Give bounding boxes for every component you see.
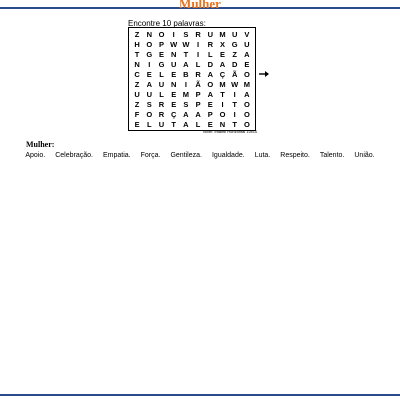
grid-cell: U <box>231 29 238 39</box>
word-search-grid <box>128 27 256 131</box>
grid-cell: N <box>219 119 226 129</box>
grid-cell: I <box>197 49 200 59</box>
word-list <box>20 152 380 159</box>
grid-cell: S <box>146 99 152 109</box>
word-list-item: Igualdade. <box>211 152 245 159</box>
grid-cell: L <box>146 119 152 129</box>
grid-cell: M <box>219 29 226 39</box>
grid-cell: E <box>219 49 225 59</box>
grid-cell: F <box>134 109 140 119</box>
grid-cell: A <box>183 59 189 69</box>
word-list-item: Empatia. <box>102 152 131 159</box>
grid-cell: R <box>195 29 201 39</box>
grid-cell: H <box>134 39 140 49</box>
grid-cell: U <box>170 59 177 69</box>
grid-cell: W <box>182 39 190 49</box>
grid-cell: O <box>219 109 226 119</box>
grid-cell: T <box>232 119 237 129</box>
grid-cell: L <box>159 89 164 99</box>
grid-cell: V <box>244 29 250 39</box>
grid-cell: I <box>197 39 200 49</box>
grid-cell: G <box>231 39 238 49</box>
grid-cell: O <box>243 119 250 129</box>
grid-cell: N <box>170 49 177 59</box>
grid-cell: Z <box>134 79 140 89</box>
grid-cell: U <box>134 89 140 99</box>
grid-cell: A <box>244 49 250 59</box>
grid-cell: L <box>207 49 213 59</box>
grid-cell: D <box>207 59 213 69</box>
grid-cell: E <box>158 49 164 59</box>
grid-cell: R <box>207 39 213 49</box>
grid-cell: O <box>146 39 153 49</box>
grid-cell: U <box>158 79 165 89</box>
grid-cell: Ã <box>231 69 238 79</box>
grid-cell: O <box>243 69 250 79</box>
grid-cell: N <box>170 79 177 89</box>
grid-cell: T <box>183 49 189 59</box>
grid-cell: U <box>158 119 165 129</box>
grid-cell: D <box>231 59 238 69</box>
grid-cell: P <box>207 109 213 119</box>
grid-cell: Ç <box>219 69 226 79</box>
grid-cell: I <box>233 109 236 119</box>
grid-cell: L <box>195 59 201 69</box>
word-list-item: Luta. <box>254 152 271 159</box>
word-list-item: Talento. <box>319 152 345 159</box>
grid-cell: Z <box>134 29 140 39</box>
word-list-item: União. <box>354 152 375 159</box>
grid-cell: R <box>195 69 201 79</box>
grid-cell: O <box>158 29 165 39</box>
word-list-item: Respeito. <box>280 152 310 159</box>
grid-cell: E <box>171 69 177 79</box>
grid-cell: P <box>195 99 201 109</box>
grid-cell: C <box>134 69 140 79</box>
page-title: Mulher <box>179 0 221 11</box>
grid-cell: O <box>146 109 153 119</box>
grid-cell: R <box>158 109 165 119</box>
grid-cell: E <box>171 89 177 99</box>
grid-cell: O <box>243 109 250 119</box>
grid-cell: U <box>146 89 152 99</box>
grid-cell: M <box>243 79 251 89</box>
grid-cell: M <box>182 89 190 99</box>
word-list-item: Apoio. <box>25 152 46 159</box>
grid-cell: I <box>233 89 236 99</box>
word-list-item: Gentileza. <box>170 152 202 159</box>
grid-cell: S <box>183 99 189 109</box>
grid-cell: U <box>207 29 213 39</box>
grid-cell: A <box>146 79 152 89</box>
grid-cell: G <box>158 59 165 69</box>
grid-cell: N <box>134 59 140 69</box>
grid-cell: E <box>146 69 152 79</box>
word-list-title: Mulher: <box>26 140 55 149</box>
grid-cell: G <box>146 49 153 59</box>
grid-cell: A <box>207 69 213 79</box>
bottom-rule-line <box>0 394 400 396</box>
grid-cell: E <box>171 99 177 109</box>
grid-cell: A <box>195 109 201 119</box>
grid-cell: T <box>220 89 225 99</box>
grid-cell: R <box>158 99 165 109</box>
level-footnote: Nível: Infantil Horizontal 10x10 <box>203 129 258 134</box>
grid-cell: X <box>219 39 225 49</box>
grid-cell: W <box>170 39 178 49</box>
grid-cell: E <box>244 59 250 69</box>
word-list-item: Celebração. <box>55 152 93 159</box>
grid-cell: A <box>207 89 213 99</box>
grid-cell: Z <box>134 99 140 109</box>
grid-cell: N <box>146 29 152 39</box>
grid-cell: T <box>232 99 237 109</box>
grid-cell: A <box>183 119 189 129</box>
grid-cell: A <box>244 89 250 99</box>
puzzle-instructions: Encontre 10 palavras: <box>128 19 206 28</box>
grid-cell: A <box>219 59 226 69</box>
word-list-item: Força. <box>140 152 161 159</box>
grid-cell: O <box>207 79 214 89</box>
grid-cell: Z <box>232 49 237 59</box>
grid-cell: T <box>134 49 140 59</box>
grid-cell: I <box>148 59 151 69</box>
grid-cell: L <box>159 69 164 79</box>
grid-cell: I <box>184 79 187 89</box>
grid-cell: E <box>207 99 213 109</box>
grid-cell: E <box>207 119 213 129</box>
grid-cell: I <box>172 29 175 39</box>
grid-cell: A <box>183 109 189 119</box>
grid-cell: Ç <box>170 109 177 119</box>
grid-cell: P <box>158 39 164 49</box>
arrow-right-icon <box>259 70 269 78</box>
grid-cell: M <box>219 79 226 89</box>
grid-cell: E <box>134 119 140 129</box>
grid-cell: Ã <box>195 79 201 89</box>
grid-cell: O <box>243 99 250 109</box>
grid-cell: L <box>195 119 201 129</box>
grid-cell: T <box>171 119 176 129</box>
grid-cell: B <box>183 69 189 79</box>
grid-cell: S <box>183 29 189 39</box>
grid-cell: P <box>195 89 201 99</box>
grid-cell: W <box>231 79 239 89</box>
grid-cell: I <box>221 99 224 109</box>
grid-cell: U <box>244 39 250 49</box>
